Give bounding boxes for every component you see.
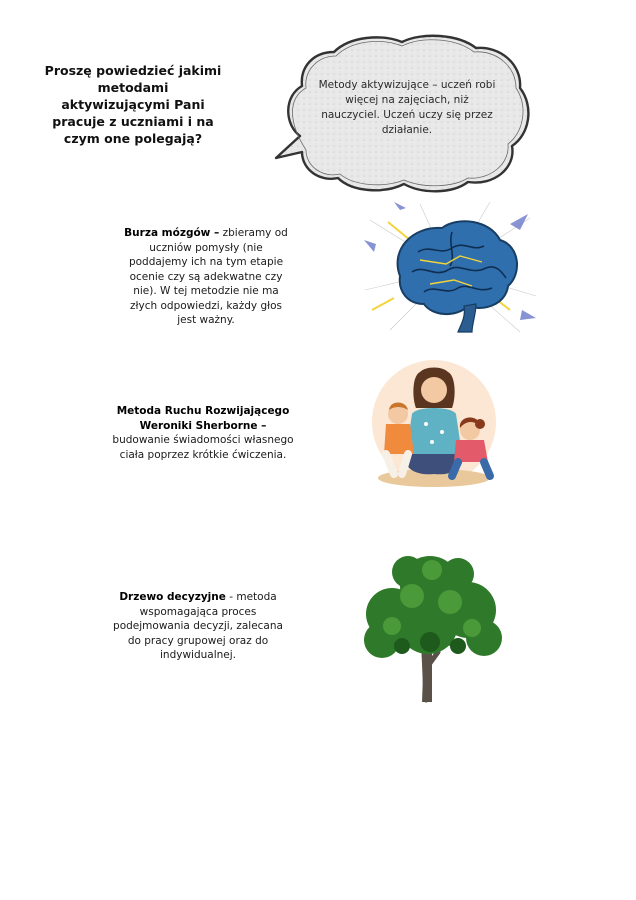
method-title: Burza mózgów – <box>124 227 220 239</box>
method-sherborne <box>112 404 294 462</box>
page-question: Proszę powiedzieć jakimi metodami aktywizującymi Pani pracuje z uczniami i na czym one polegają? <box>44 63 222 146</box>
brain-icon <box>360 200 540 340</box>
method-brainstorm <box>120 226 292 328</box>
method-title: Drzewo decyzyjne <box>119 591 226 603</box>
bubble-answer-text: Metody aktywizujące – uczeń robi więcej na zajęciach, niż nauczyciel. Uczeń uczy się przez działanie. <box>318 79 496 136</box>
method-title: Metoda Ruchu Rozwijającego Weroniki Sherborne – <box>116 405 290 432</box>
tree-icon <box>352 552 508 704</box>
method-decision-tree <box>112 590 284 663</box>
method-description: budowanie świadomości własnego ciała poprzez krótkie ćwiczenia. <box>112 434 294 461</box>
family-icon <box>372 358 502 490</box>
method-description: - metoda wspomagająca proces podejmowania decyzji, zalecana do pracy grupowej oraz do indywidualnej. <box>113 591 283 661</box>
method-description: zbieramy od uczniów pomysły (nie poddajemy ich na tym etapie ocenie czy są adekwatne czy nie). W tej metodzie nie ma złych odpowiedzi, każdy głos jest ważny. <box>128 227 288 326</box>
